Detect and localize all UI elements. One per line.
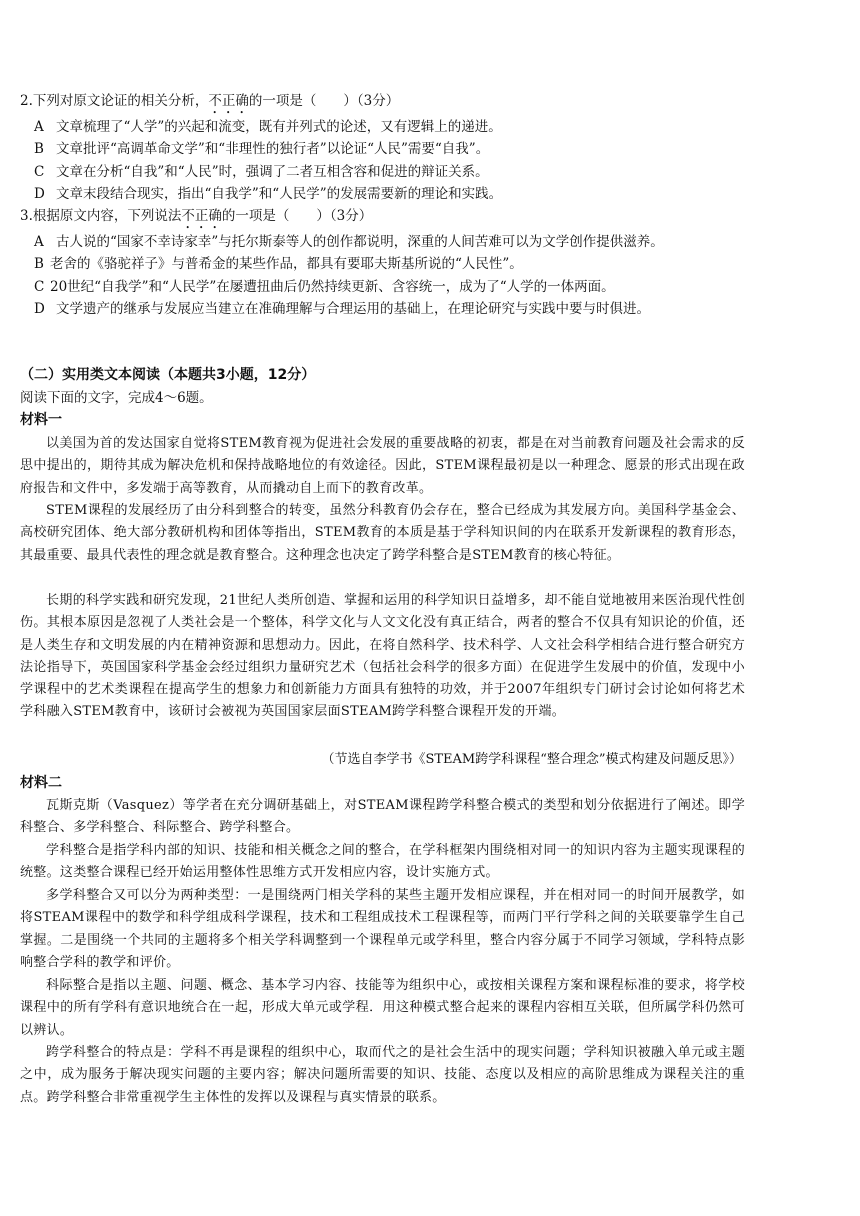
option-key: C	[34, 164, 45, 180]
question-2-option-b	[34, 139, 489, 159]
option-text: 文章在分析“自我”和“人民”时，强调了二者互相含容和促进的辩证关系。	[56, 164, 489, 180]
material-1-title: 材料一	[20, 412, 62, 428]
option-text: 古人说的“国家不幸诗家幸”与托尔斯泰等人的创作都说明，深重的人间苦难可以为文学创作提供滋养。	[56, 234, 664, 250]
material-1-source: （节选自李学书《STEAM跨学科课程“整合理念”模式构建及问题反思》）	[321, 752, 742, 767]
material-1-paragraph: 以美国为首的发达国家自觉将STEM教育视为促进社会发展的重要战略的初衷，都是在对当前教育问题及社会需求的反思中提出的，期待其成为解决危机和保持战略地位的有效途径。因此，STEM课程最初是以一种理念、愿景的形式出现在政府报告和文件中，多发端于高等教育，从而撬动自上而下的教育改革。	[20, 436, 745, 496]
option-key: C	[34, 279, 45, 295]
option-text: 20世纪“自我学”和“人民学”在屡遭扭曲后仍然持续更新、含容统一，成为了“人学的一体两面。	[50, 279, 615, 295]
question-2-option-d	[34, 184, 502, 204]
section-heading: （二）实用类文本阅读（本题共3小题，12分）	[20, 367, 316, 383]
stem-text: 的一项是（ ）（3分）	[248, 93, 400, 109]
option-text: 文章梳理了“人学”的兴起和流变，既有并列式的论述，又有逻辑上的递进。	[56, 119, 502, 135]
material-2-paragraph: 跨学科整合的特点是：学科不再是课程的组织中心，取而代之的是社会生活中的现实问题；学科知识被融入单元或主题之中，成为服务于解决现实问题的主要内容；解决问题所需要的知识、技能、态度以及相应的高阶思维成为课程关注的重点。跨学科整合非常重视学生主体性的发挥以及课程与真实情景的联系。	[20, 1045, 745, 1105]
option-text: 文章末段结合现实，指出“自我学”和“人民学”的发展需要新的理论和实践。	[56, 186, 503, 202]
option-key: B	[34, 141, 44, 157]
stem-emphasis: 不正确	[208, 93, 249, 109]
option-key: D	[34, 186, 45, 202]
material-2-paragraph: 多学科整合又可以分为两种类型：一是围绕两门相关学科的某些主题开发相应课程，并在相对同一的时间开展教学，如将STEAM课程中的数学和科学组成科学课程，技术和工程组成技术工程课程等，而两门平行学科之间的关联要靠学生自己掌握。二是围绕一个共同的主题将多个相关学科调整到一个课程单元或学科里，整合内容分属于不同学习领域，学科特点影响整合学科的教学和评价。	[20, 888, 745, 970]
option-key: A	[34, 119, 44, 135]
material-2-paragraph: 瓦斯克斯（Vasquez）等学者在充分调研基础上，对STEAM课程跨学科整合模式的类型和划分依据进行了阐述。即学科整合、多学科整合、科际整合、跨学科整合。	[20, 798, 745, 836]
option-text: 文学遗产的继承与发展应当建立在准确理解与合理运用的基础上，在理论研究与实践中要与时俱进。	[56, 301, 650, 317]
material-2-title: 材料二	[20, 775, 62, 791]
option-text: 文章批评“高调革命文学”和“非理性的独行者”以论证“人民”需要“自我”。	[56, 141, 490, 157]
section-instruction: 阅读下面的文字，完成4～6题。	[20, 390, 213, 406]
stem-text: 3.根据原文内容，下列说法	[20, 208, 182, 224]
question-3-option-b	[34, 254, 523, 274]
question-2-option-c	[34, 162, 489, 182]
option-text: 老舍的《骆驼祥子》与普希金的某些作品，都具有要耶夫斯基所说的“人民性”。	[50, 256, 523, 272]
option-key: A	[34, 234, 44, 250]
option-key: B	[34, 256, 44, 272]
material-1-paragraph: STEM课程的发展经历了由分科到整合的转变，虽然分科教育仍会存在，整合已经成为其发展方向。美国科学基金会、高校研究团体、绝大部分教研机构和团体等指出，STEM教育的本质是基于学科知识间的内在联系开发新课程的教育形态，其最重要、最具代表性的理念就是教育整合。这种理念也决定了跨学科整合是STEM教育的核心特征。	[20, 503, 745, 563]
question-3-option-c	[34, 277, 615, 297]
option-key: D	[34, 301, 45, 317]
stem-text: 2.下列对原文论证的相关分析，	[20, 93, 209, 109]
material-1-paragraph: 长期的科学实践和研究发现，21世纪人类所创造、掌握和运用的科学知识日益增多，却不能自觉地被用来医治现代性创伤。其根本原因是忽视了人类社会是一个整体，科学文化与人文文化没有真正结合，两者的整合不仅具有知识论的价值，还是人类生存和文明发展的内在精神资源和思想动力。因此，在将自然科学、技术科学、人文社会科学相结合进行整合研究方法论指导下，英国国家科学基金会经过组织力量研究艺术（包括社会科学的很多方面）在促进学生发展中的价值，发现中小学课程中的艺术类课程在提高学生的想象力和创新能力方面具有独特的功效，并于2007年组织专门研讨会讨论如何将艺术学科融入STEM教育中，该研讨会被视为英国国家层面STEAM跨学科整合课程开发的开端。	[20, 593, 745, 720]
material-2-paragraph: 学科整合是指学科内部的知识、技能和相关概念之间的整合，在学科框架内围绕相对同一的知识内容为主题实现课程的统整。这类整合课程已经开始运用整体性思维方式开发相应内容，设计实施方式。	[20, 843, 745, 881]
question-2-option-a	[34, 117, 502, 137]
stem-emphasis: 不正确	[181, 208, 222, 224]
question-3-option-a	[34, 232, 664, 252]
question-3-option-d	[34, 299, 650, 319]
question-3-stem	[20, 206, 372, 232]
question-2-stem	[20, 91, 399, 117]
material-2-paragraph: 科际整合是指以主题、问题、概念、基本学习内容、技能等为组织中心，或按相关课程方案和课程标准的要求，将学校课程中的所有学科有意识地统合在一起，形成大单元或学程．用这种模式整合起来的课程内容相互关联，但所属学科仍然可以辨认。	[20, 978, 745, 1038]
stem-text: 的一项是（ ）（3分）	[221, 208, 373, 224]
